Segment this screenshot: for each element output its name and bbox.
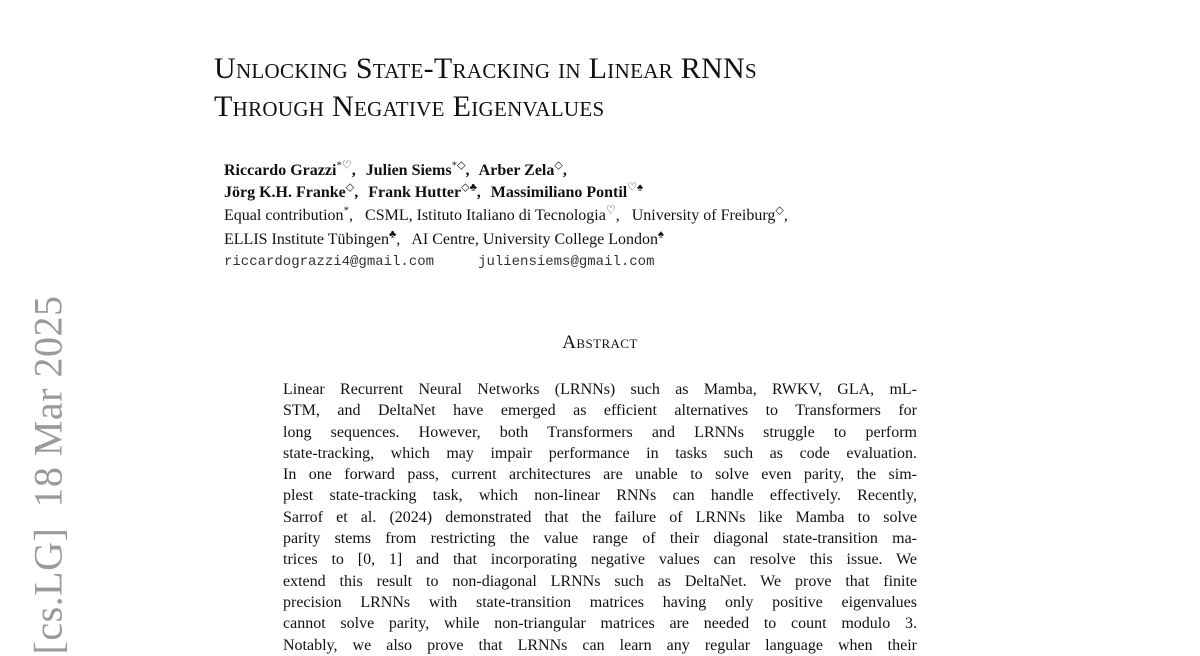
abstract-line: plest state-tracking task, which non-linear RNNs can handle effectively. Recently, xyxy=(283,487,917,505)
affiliation-text: CSML, Istituto Italiano di Tecnologia xyxy=(365,207,606,224)
author-name: Arber Zela xyxy=(478,162,555,179)
abstract-line: cannot solve parity, while non-triangular matrices are needed to count modulo 3. xyxy=(283,615,917,633)
affiliation-mark: ♠ xyxy=(657,228,664,241)
author-marks: ◇ xyxy=(345,181,355,194)
author-marks: ♡♠ xyxy=(627,181,643,194)
affiliation-mark: ◇ xyxy=(775,204,784,217)
affiliation-mark: ♣ xyxy=(389,228,397,241)
author-marks: *♡ xyxy=(336,159,352,172)
abstract-heading: Abstract xyxy=(562,332,638,353)
abstract-line: precision LRNNs with state-transition matrices having only positive eigenvalues xyxy=(283,593,917,611)
author-marks: ◇ xyxy=(554,159,563,172)
author-name: Massimiliano Pontil xyxy=(490,184,628,201)
arxiv-category: [cs.LG] xyxy=(25,527,71,655)
abstract-body xyxy=(283,379,917,656)
affiliation-text: Equal contribution xyxy=(224,207,344,224)
title-line-1: Unlocking State-Tracking in Linear RNNs xyxy=(214,52,757,85)
abstract-line: In one forward pass, current architectures are unable to solve even parity, the sim- xyxy=(283,466,917,484)
author-name: Frank Hutter xyxy=(368,184,462,201)
abstract-line: Linear Recurrent Neural Networks (LRNNs) such as Mamba, RWKV, GLA, mL- xyxy=(283,381,917,398)
abstract-line: STM, and DeltaNet have emerged as efficient alternatives to Transformers for xyxy=(283,402,917,420)
affiliation-line-1: Equal contribution*, CSML, Istituto Italiano di Tecnologia♡, University of Freiburg◇, xyxy=(224,204,788,224)
author-marks: ◇♣ xyxy=(461,181,477,194)
affiliation-text: AI Centre, University College London xyxy=(411,231,658,248)
abstract-line: extend this result to non-diagonal LRNNs such as DeltaNet. We prove that finite xyxy=(283,572,917,590)
title-line-2: Through Negative Eigenvalues xyxy=(214,90,605,123)
author-line-2: Jörg K.H. Franke◇, Frank Hutter◇♣, Massimiliano Pontil♡♠ xyxy=(224,181,643,201)
abstract-line: long sequences. However, both Transformers and LRNNs struggle to perform xyxy=(283,423,917,441)
affiliation-mark: ♡ xyxy=(605,204,616,217)
affiliation-line-2: ELLIS Institute Tübingen♣, AI Centre, University College London♠ xyxy=(224,228,664,248)
arxiv-date: 18 Mar 2025 xyxy=(25,295,71,508)
abstract-line: parity stems from restricting the value range of their diagonal state-transition ma- xyxy=(283,530,917,548)
abstract-line: Notably, we also prove that LRNNs can learn any regular language when their xyxy=(283,636,917,654)
affiliation-text: University of Freiburg xyxy=(631,207,776,224)
email-address[interactable]: juliensiems@gmail.com xyxy=(478,254,655,270)
affiliation-text: ELLIS Institute Tübingen xyxy=(224,231,390,248)
abstract-line: state-tracking, which may impair performance in tasks such as code evaluation. xyxy=(283,444,917,462)
abstract-line: trices to [0, 1] and that incorporating negative values can resolve this issue. We xyxy=(283,551,917,569)
author-name: Jörg K.H. Franke xyxy=(224,184,346,201)
author-line-1: Riccardo Grazzi*♡, Julien Siems*◇, Arber Zela◇, xyxy=(224,159,567,179)
author-marks: *◇ xyxy=(451,159,466,172)
email-line xyxy=(224,252,796,272)
email-address[interactable]: riccardograzzi4@gmail.com xyxy=(224,254,435,270)
author-name: Julien Siems xyxy=(365,162,452,179)
author-name: Riccardo Grazzi xyxy=(224,162,337,179)
author-block xyxy=(224,160,796,272)
affiliation-mark: * xyxy=(343,204,350,217)
paper-title xyxy=(214,50,757,126)
abstract-line: Sarrof et al. (2024) demonstrated that the failure of LRNNs like Mamba to solve xyxy=(283,508,917,526)
